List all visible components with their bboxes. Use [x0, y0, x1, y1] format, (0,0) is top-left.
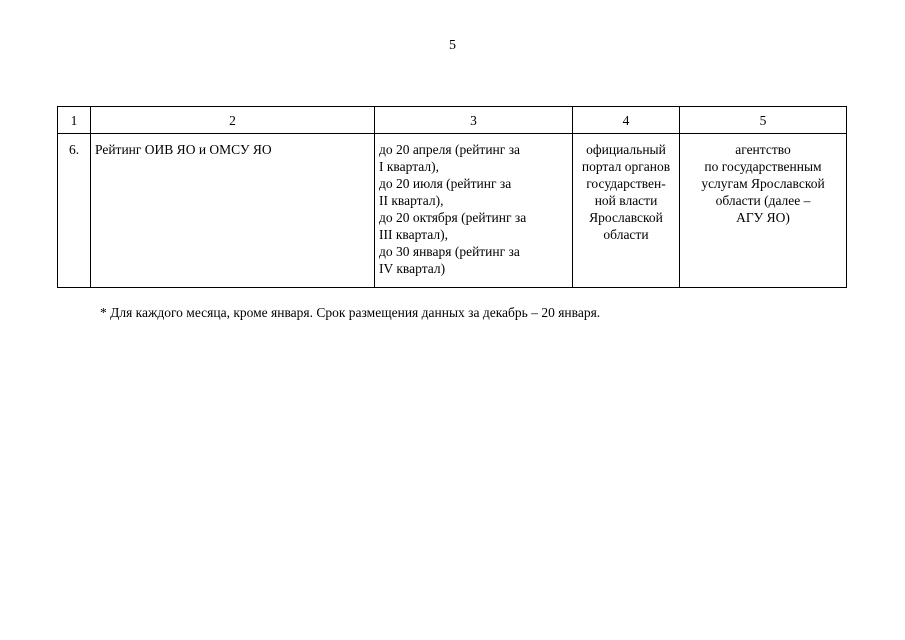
- row-number: 6.: [58, 134, 91, 288]
- deadline-line: I квартал),: [379, 159, 439, 174]
- deadline-line: II квартал),: [379, 193, 444, 208]
- place-line: области: [603, 227, 649, 242]
- row-responsible: [680, 134, 847, 288]
- page-number: 5: [449, 38, 456, 53]
- row-deadline: [375, 134, 573, 288]
- place-line: государствен-: [586, 176, 666, 191]
- responsible-line: АГУ ЯО): [736, 210, 790, 225]
- deadline-line: до 20 октября (рейтинг за: [379, 210, 527, 225]
- table-header-row: [58, 107, 847, 134]
- header-cell-2: 2: [91, 107, 375, 134]
- place-line: портал органов: [581, 159, 671, 174]
- responsible-line: услугам Ярославской: [701, 176, 825, 191]
- header-cell-1: 1: [58, 107, 91, 134]
- footnote: * Для каждого месяца, кроме января. Срок размещения данных за декабрь – 20 января.: [100, 305, 601, 320]
- header-cell-3: 3: [375, 107, 573, 134]
- responsible-line: агентство: [735, 142, 791, 157]
- deadline-line: III квартал),: [379, 227, 448, 242]
- data-table: [57, 106, 847, 288]
- responsible-line: по государственным: [704, 159, 822, 174]
- header-cell-4: 4: [573, 107, 680, 134]
- deadline-line: до 20 апреля (рейтинг за: [379, 142, 521, 157]
- row-place: [573, 134, 680, 288]
- place-line: ной власти: [594, 193, 658, 208]
- header-cell-5: 5: [680, 107, 847, 134]
- deadline-line: до 20 июля (рейтинг за: [379, 176, 512, 191]
- deadline-line: IV квартал): [379, 261, 446, 276]
- row-name: Рейтинг ОИВ ЯО и ОМСУ ЯО: [91, 134, 375, 288]
- place-line: Ярославской: [589, 210, 663, 225]
- deadline-line: до 30 января (рейтинг за: [379, 244, 520, 259]
- table-row: [58, 134, 847, 288]
- responsible-line: области (далее –: [715, 193, 811, 208]
- place-line: официальный: [586, 142, 666, 157]
